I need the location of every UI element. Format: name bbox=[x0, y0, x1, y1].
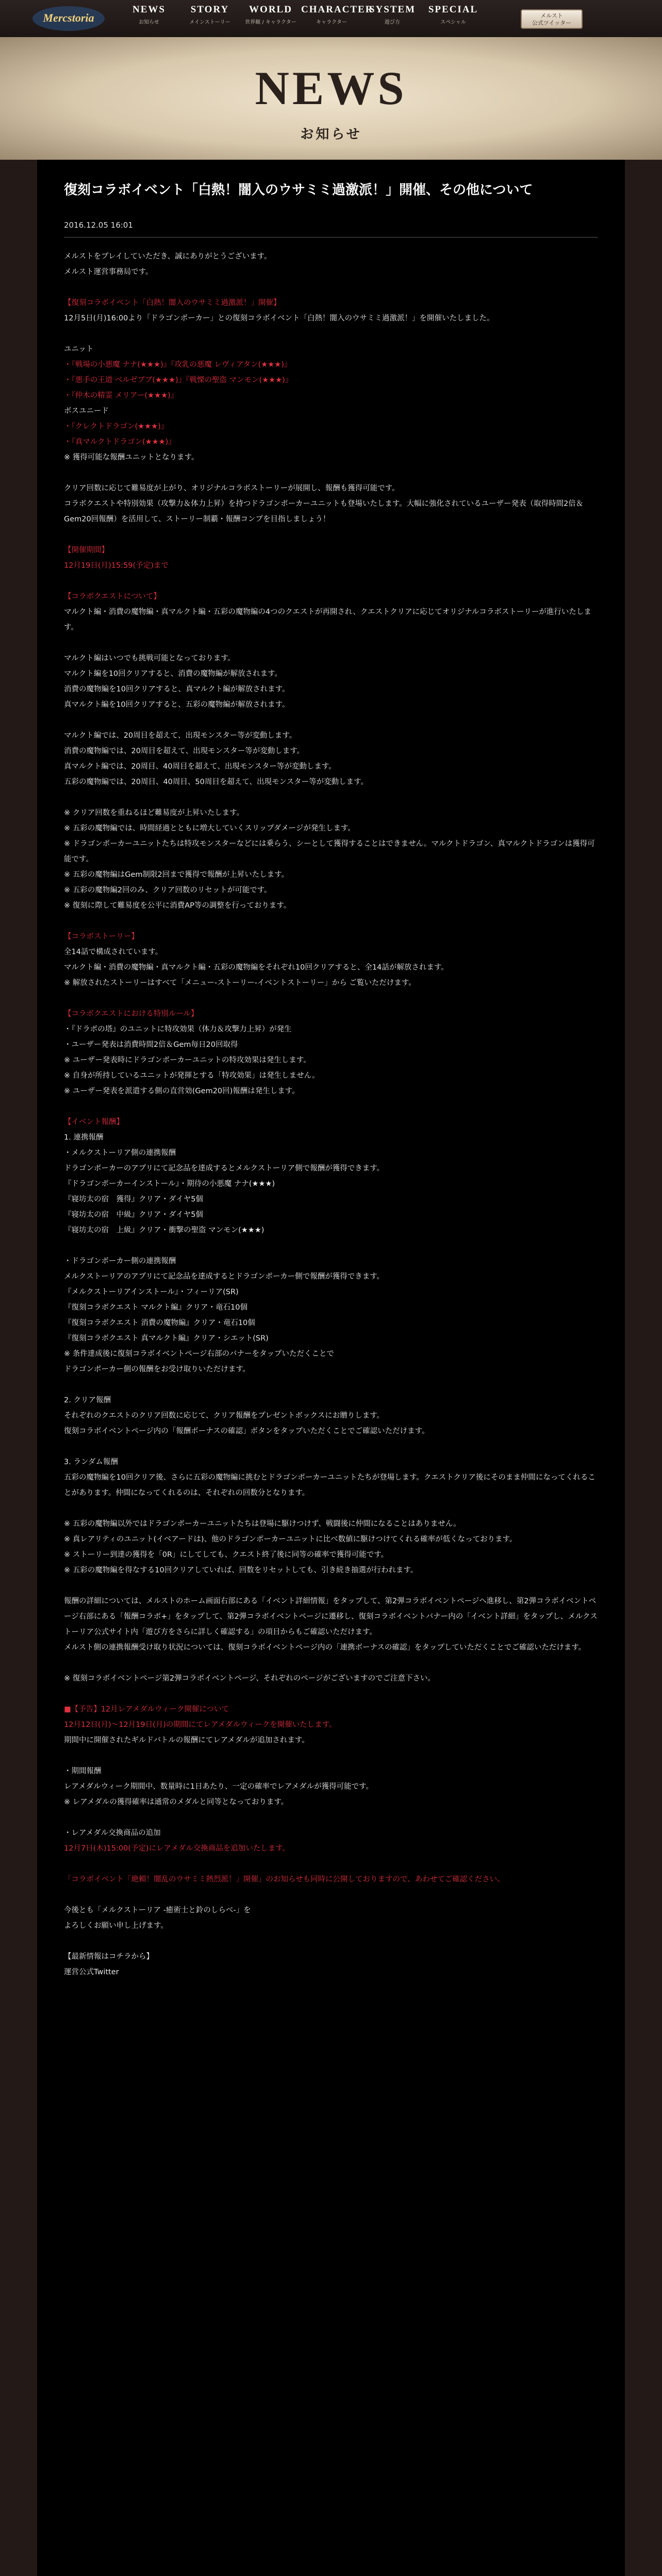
blank-line bbox=[64, 1099, 598, 1114]
article-paragraph: コラボクエストや特別効果（攻撃力＆体力上昇）を持つドラゴンポーカーユニットも登場いたします。大幅に強化されているユーザー発表（取得時間2倍＆Gem20回報酬）を活用して、ストーリー制覇・報酬コンプを目指しましょう！ bbox=[64, 500, 584, 523]
article-paragraph: メルストをプレイしていただき、誠にありがとうございます。 bbox=[64, 252, 272, 261]
article-paragraph: 『復刻コラボクエスト マルクト編』クリア・竜石10個 bbox=[64, 1303, 247, 1312]
article-paragraph: 12月12日(月)〜12月19日(月)の期間にてレアメダルウィークを開催いたします。 bbox=[64, 1721, 337, 1729]
article-paragraph: ・『悪手の王道 ベルゼブブ(★★★)』『戦慄の聖盗 マンモン(★★★)』 bbox=[64, 376, 293, 384]
blank-line bbox=[64, 573, 598, 589]
article-paragraph: ※ 五彩の魔物編2回のみ、クリア回数のリセットが可能です。 bbox=[64, 886, 272, 894]
article-paragraph: ※ 五彩の魔物編はGem制限2回まで獲得で報酬が上昇いたします。 bbox=[64, 871, 289, 879]
article-paragraph: ・『仲木の精霊 メリアー(★★★)』 bbox=[64, 392, 178, 400]
blank-line bbox=[64, 465, 598, 481]
blank-line bbox=[64, 1655, 598, 1671]
article-paragraph: ・メルクストーリア側の連携報酬 bbox=[64, 1149, 176, 1157]
article-paragraph: 12月19日(月)15:59(予定)まで bbox=[64, 562, 169, 570]
article-paragraph: ※ 五彩の魔物編では、時間経過とともに増大していくスリップダメージが発生します。 bbox=[64, 824, 355, 833]
article-paragraph: メルクストーリアのアプリにて記念品を達成するとドラゴンポーカー側で報酬が獲得できます。 bbox=[64, 1273, 385, 1281]
nav-item-system[interactable] bbox=[362, 4, 423, 25]
blank-line bbox=[64, 713, 598, 728]
blank-line bbox=[64, 1887, 598, 1903]
article-paragraph: 【開催期間】 bbox=[64, 546, 109, 554]
article-paragraph: 全14話で構成されています。 bbox=[64, 948, 163, 956]
article-paragraph: ■【予告】12月レアメダルウィーク開催について bbox=[64, 1705, 229, 1714]
blank-line bbox=[64, 280, 598, 295]
article-paragraph: ※ 復刻に際して難易度を公平に消費AP等の調整を行っております。 bbox=[64, 902, 291, 910]
nav-item-special[interactable] bbox=[423, 4, 484, 25]
nav-item-label: WORLD bbox=[249, 4, 292, 15]
article-paragraph: 『寝坊太の宿 上級』クリア・衝撃の聖盗 マンモン(★★★) bbox=[64, 1226, 264, 1234]
blank-line bbox=[64, 1686, 598, 1702]
nav-item-label: SYSTEM bbox=[369, 4, 416, 15]
nav-item-sublabel: メインストーリー bbox=[189, 20, 230, 25]
blank-line bbox=[64, 1439, 598, 1454]
blank-line bbox=[64, 1238, 598, 1253]
blank-line bbox=[64, 1501, 598, 1516]
article-paragraph: 五彩の魔物編を10回クリア後、さらに五彩の魔物編に挑むとドラゴンポーカーユニットたちが登場します。クエストクリア後にそのまま仲間になってくれることがあります。仲間になってくれるのは、それぞれの回数分となります。 bbox=[64, 1473, 595, 1497]
article-paragraph: ※ 復刻コラボイベントページ第2弾コラボイベントページ、それぞれのページがございますのでご注意下さい。 bbox=[64, 1674, 435, 1683]
blank-line bbox=[64, 1810, 598, 1825]
divider bbox=[64, 237, 598, 238]
article-paragraph: 12月5日(月)16:00より「ドラゴンポーカー」との復刻コラボイベント「白熱！闇入のウサミミ過激派！」を開催いたしました。 bbox=[64, 314, 494, 323]
article-paragraph: 真マルクト編では、20周目、40周目を超えて、出現モンスター等が変動します。 bbox=[64, 762, 336, 771]
article-paragraph: ※ 真レアリティのユニット(イベアードは)、他のドラゴンポーカーユニットに比べ数値に駆けつけてくれる確率が低くなっております。 bbox=[64, 1535, 517, 1544]
article-paragraph: よろしくお願い申し上げます。 bbox=[64, 1922, 168, 1930]
nav-item-label: NEWS bbox=[133, 4, 166, 15]
site-header bbox=[0, 0, 662, 38]
blank-line bbox=[64, 635, 598, 651]
article-paragraph: ・『ドラポの塔』のユニットに特攻効果（体力＆攻撃力上昇）が発生 bbox=[64, 1025, 292, 1033]
blank-line bbox=[64, 1377, 598, 1393]
article-paragraph: 今後とも「メルクストーリア -癒術士と鈴のしらべ-」を bbox=[64, 1906, 251, 1914]
nav-item-sublabel: キャラクター bbox=[316, 20, 347, 25]
article-paragraph: 『寝坊太の宿 獲得』クリア・ダイヤ5個 bbox=[64, 1195, 203, 1204]
nav-item-label: SPECIAL bbox=[428, 4, 478, 15]
article-paragraph: ※ ストーリー到達の獲得を「0R」にしてしても、クエスト終了後に同等の確率で獲得可能です。 bbox=[64, 1551, 389, 1559]
article-paragraph: それぞれのクエストのクリア回数に応じて、クリア報酬をプレゼントボックスにお贈りします。 bbox=[64, 1412, 385, 1420]
article-paragraph: マルクト編・消費の魔物編・真マルクト編・五彩の魔物編をそれぞれ10回クリアすると、全14話が解放されます。 bbox=[64, 963, 449, 972]
article-paragraph: 報酬の詳細については、メルストのホーム画面右部にある「イベント詳細情報」をタップして、第2弾コラボイベントページへ進移し、第2弾コラボイベントページ右部にある「報酬コラボ+」をタップして、第2弾コラボイベントページに遷移し、復刻コラボイベントバナー内の「イベント詳細」をタップし、メルクストーリア公式サイト内「遊び方をさらに詳しく確認する」の項目からもご確認いただけます。 bbox=[64, 1597, 598, 1636]
article-paragraph: ※ クリア回数を重ねるほど難易度が上昇いたします。 bbox=[64, 809, 244, 817]
article-paragraph: レアメダルウィーク期間中、数量時に1日あたり、一定の確率でレアメダルが獲得可能です。 bbox=[64, 1783, 373, 1791]
article-paragraph: 『復刻コラボクエスト 消費の魔物編』クリア・竜石10個 bbox=[64, 1319, 255, 1327]
nav-item-label: CHARACTER bbox=[301, 4, 374, 15]
blank-line bbox=[64, 913, 598, 929]
article-paragraph: 【復刻コラボイベント「白熱！闇入のウサミミ過激派！」開催】 bbox=[64, 299, 281, 307]
blank-line bbox=[64, 1934, 598, 1949]
article-paragraph: ※ 五彩の魔物編以外ではドラゴンポーカーユニットたちは登場に駆けつけず、戦闘後に仲間になることはありません。 bbox=[64, 1520, 461, 1528]
article-paragraph: クリア回数に応じて難易度が上がり、オリジナルコラボストーリーが展開し、報酬も獲得可能です。 bbox=[64, 484, 400, 493]
nav-item-character[interactable] bbox=[301, 4, 374, 25]
article-paragraph: ※ ユーザー発表時にドラゴンポーカーユニットの特攻効果は発生します。 bbox=[64, 1056, 311, 1064]
article-paragraph: ・『真マルクトドラゴン(★★★)』 bbox=[64, 438, 176, 446]
game-logo[interactable] bbox=[30, 3, 107, 34]
article-paragraph: ※ 獲得可能な報酬ユニットとなります。 bbox=[64, 453, 199, 462]
blank-line bbox=[64, 1748, 598, 1764]
blank-line bbox=[64, 1578, 598, 1594]
article-paragraph: ドラゴンポーカーのアプリにて記念品を達成するとメルクストーリア側で報酬が獲得できます。 bbox=[64, 1164, 385, 1173]
article-paragraph: ※ ユーザー発表を派遣する側の直営効(Gem20回)報酬は発生します。 bbox=[64, 1087, 300, 1095]
article-paragraph: ※ 条件達成後に復刻コラボイベントページ右部のバナーをタップいただくことで bbox=[64, 1350, 334, 1358]
blank-line bbox=[64, 790, 598, 805]
nav-item-sublabel: スペシャル bbox=[440, 20, 466, 25]
article-paragraph: マルクト編・消費の魔物編・真マルクト編・五彩の魔物編の4つのクエストが再開され、クエストクリアに応じてオリジナルコラボストーリーが進行いたします。 bbox=[64, 608, 591, 632]
article-paragraph: マルクト編では、20周目を超えて、出現モンスター等が変動します。 bbox=[64, 732, 297, 740]
article-paragraph: ※ 五彩の魔物編を得なする10回クリアしていれば、回数をリセットしても、引き続き抽選が行われます。 bbox=[64, 1566, 418, 1574]
article-paragraph: 【最新情報はコチラから】 bbox=[64, 1953, 154, 1961]
article-paragraph: 3. ランダム報酬 bbox=[64, 1458, 118, 1466]
nav-item-sublabel: お知らせ bbox=[139, 20, 159, 25]
article-paragraph: マルクト編を10回クリアすると、消費の魔物編が解放されます。 bbox=[64, 670, 282, 678]
official-twitter-button[interactable]: メルスト 公式ツイッター bbox=[521, 9, 583, 29]
blank-line bbox=[64, 991, 598, 1006]
article-paragraph: ボスユニード bbox=[64, 407, 109, 415]
article-paragraph: ・『戦場の小悪魔 ナナ(★★★)』『攻乳の悪魔 レヴィアタン(★★★)』 bbox=[64, 361, 292, 369]
article-paragraph: 『復刻コラボクエスト 真マルクト編』クリア・シエット(SR) bbox=[64, 1334, 269, 1343]
article-paragraph: 【コラボクエストにおける特別ルール】 bbox=[64, 1010, 198, 1018]
article-paragraph: ※ 自身が所持しているユニットが発揮とする「特攻効果」は発生しません。 bbox=[64, 1072, 320, 1080]
article-paragraph: 12月7日(木)15:00(予定)にレアメダル交換商品を追加いたします。 bbox=[64, 1844, 290, 1853]
article-paragraph: ※ 解放されたストーリーはすべて「メニュー-ストーリー-イベントストーリー」から ご覧いただけます。 bbox=[64, 979, 416, 987]
article-paragraph: 「コラボイベント「絶頼！闇乱のウサミミ熱烈派！」開催」のお知らせも同時に公開しておりますので、あわせてご確認ください。 bbox=[64, 1875, 505, 1884]
nav-item-sublabel: 遊び方 bbox=[385, 20, 400, 25]
article-paragraph: 運営公式Twitter bbox=[64, 1968, 119, 1976]
article-paragraph: ユニット bbox=[64, 345, 94, 353]
article-body bbox=[64, 249, 598, 1980]
page-hero bbox=[0, 37, 662, 160]
nav-item-world[interactable] bbox=[240, 4, 301, 25]
article-paragraph: 消費の魔物編を10回クリアすると、真マルクト編が解放されます。 bbox=[64, 685, 290, 693]
nav-item-label: STORY bbox=[190, 4, 229, 15]
nav-item-story[interactable] bbox=[179, 4, 240, 25]
article-paragraph: 【コラボクエストについて】 bbox=[64, 592, 161, 601]
article-paragraph: 2. クリア報酬 bbox=[64, 1396, 111, 1404]
article-paragraph: 五彩の魔物編では、20周目、40周目、50周目を超えて、出現モンスター等が変動します。 bbox=[64, 778, 368, 786]
article-paragraph: 期間中に開催されたギルドバトルの報酬にてレアメダルが追加されます。 bbox=[64, 1736, 309, 1744]
article-title: 復刻コラボイベント「白熱！闇入のウサミミ過激派！」開催、その他について bbox=[64, 182, 533, 198]
article-paragraph: 消費の魔物編では、20周目を超えて、出現モンスター等が変動します。 bbox=[64, 747, 305, 755]
article-paragraph: マルクト編はいつでも挑戦可能となっております。 bbox=[64, 654, 236, 663]
article-paragraph: メルスト側の連携報酬受け取り状況については、復刻コラボイベントページ内の「連携ボーナスの確認」をタップしていただくことでご確認いただけます。 bbox=[64, 1643, 586, 1652]
page-subtitle: お知らせ bbox=[300, 127, 362, 142]
page-title: NEWS bbox=[255, 62, 407, 114]
svg-text:Mercstoria: Mercstoria bbox=[43, 11, 94, 24]
article-paragraph: ・レアメダル交換商品の追加 bbox=[64, 1829, 161, 1837]
article-paragraph: 真マルクト編を10回クリアすると、五彩の魔物編が解放されます。 bbox=[64, 701, 290, 709]
article-paragraph: ※ レアメダルの獲得確率は通常のメダルと同等となっております。 bbox=[64, 1798, 289, 1806]
article-paragraph: 『メルクストーリアインストール』・フィーリア(SR) bbox=[64, 1288, 239, 1296]
news-article bbox=[37, 160, 625, 2576]
article-paragraph: 【イベント報酬】 bbox=[64, 1118, 124, 1126]
article-paragraph: ドラゴンポーカー側の報酬をお受け取りいただけます。 bbox=[64, 1365, 251, 1374]
article-paragraph: 『寝坊太の宿 中級』クリア・ダイヤ5個 bbox=[64, 1211, 203, 1219]
article-paragraph: ・『クレクトドラゴン(★★★)』 bbox=[64, 422, 169, 431]
article-paragraph: ・ユーザー発表は消費時間2倍＆Gem毎日20回取得 bbox=[64, 1041, 238, 1049]
article-paragraph: 復刻コラボイベントページ内の「報酬ボーナスの確認」ボタンをタップいただくことでご確認いただけます。 bbox=[64, 1427, 429, 1435]
article-paragraph: メルスト運営事務局です。 bbox=[64, 268, 153, 276]
article-paragraph: 1. 連携報酬 bbox=[64, 1133, 104, 1142]
blank-line bbox=[64, 527, 598, 543]
blank-line bbox=[64, 326, 598, 342]
nav-item-news[interactable] bbox=[119, 4, 179, 25]
article-paragraph: 【コラボストーリー】 bbox=[64, 933, 139, 941]
article-paragraph: ※ ドラゴンポーカーユニットたちは特攻モンスターなどには乗らう、シーとして獲得することはできません。マルクトドラゴン、真マルクトドラゴンは獲得可能です。 bbox=[64, 840, 595, 863]
article-paragraph: ・期間報酬 bbox=[64, 1767, 102, 1775]
blank-line bbox=[64, 1856, 598, 1872]
article-date: 2016.12.05 16:01 bbox=[64, 221, 133, 230]
article-paragraph: 『ドラゴンポーカーインストール』・期待の小悪魔 ナナ(★★★) bbox=[64, 1180, 275, 1188]
global-nav bbox=[119, 4, 484, 25]
article-paragraph: ・ドラゴンポーカー側の連携報酬 bbox=[64, 1257, 176, 1265]
nav-item-sublabel: 世界観 / キャラクター bbox=[245, 20, 296, 25]
